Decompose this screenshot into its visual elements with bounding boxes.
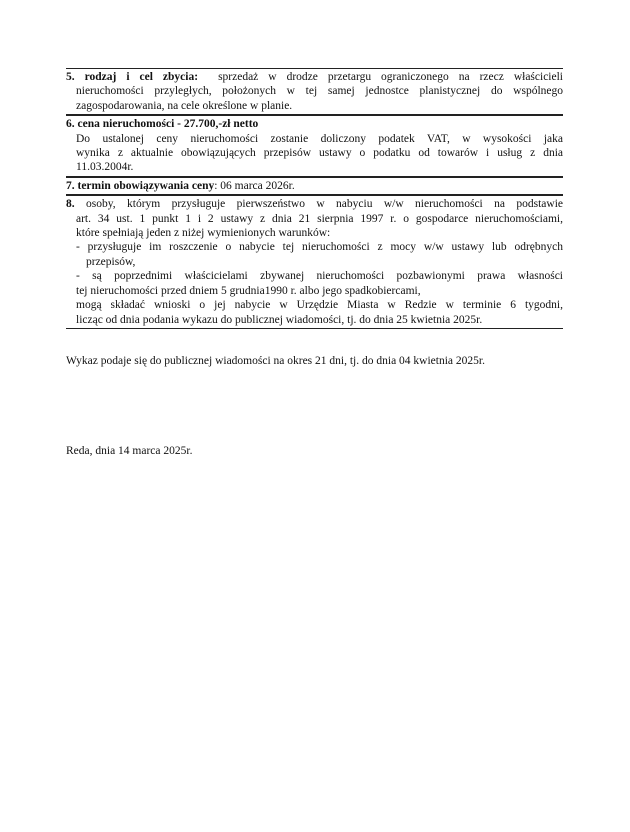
publication-notice: Wykaz podaje się do publicznej wiadomości na okres 21 dni, tj. do dnia 04 kwietnia 2025r. — [66, 355, 485, 367]
section-sale-type-text-2: nieruchomości przyległych, położonych w tej samej jednostce planistycznej do wspólnego — [76, 85, 563, 98]
section-priority-rights-header — [66, 197, 563, 211]
section-price-validity-header — [66, 179, 563, 193]
section-priority-rights-text-8: mogą składać wnioski o jej nabycie w Urzędzie Miasta w Redzie w terminie 6 tygodni, — [76, 299, 563, 312]
section-price-validity-date: : 06 marca 2026r. — [214, 179, 295, 192]
section-price-validity — [66, 176, 563, 194]
section-priority-rights-text-1: osoby, którym przysługuje pierwszeństwo w nabyciu w/w nieruchomości na podstawie — [86, 198, 563, 211]
section-priority-rights-text-3: które spełniają jeden z niżej wymienionych warunków: — [76, 227, 331, 240]
section-priority-rights-label: 8. — [66, 198, 75, 211]
section-price — [66, 114, 563, 176]
place-and-date: Reda, dnia 14 marca 2025r. — [66, 445, 193, 457]
section-sale-type-text-3: zagospodarowania, na cele określone w planie. — [76, 99, 293, 112]
section-priority-rights-text-6: - są poprzednimi właścicielami zbywanej nieruchomości pozbawionymi prawa własności — [76, 270, 563, 283]
section-sale-type — [66, 68, 563, 114]
section-sale-type-label: 5. rodzaj i cel zbycia: — [66, 71, 199, 83]
property-listing-table — [66, 68, 563, 329]
section-priority-rights-text-5: przepisów, — [86, 255, 136, 268]
section-price-validity-label: 7. termin obowiązywania ceny — [66, 179, 215, 192]
table-bottom-rule — [66, 328, 563, 329]
section-price-text-1: Do ustalonej ceny nieruchomości zostanie doliczony podatek VAT, w wysokości jaka — [76, 132, 563, 145]
section-priority-rights-text-7: tej nieruchomości przed dniem 5 grudnia1990 r. albo jego spadkobiercami, — [76, 284, 421, 297]
section-price-text-2: wynika z aktualnie obowiązujących przepisów ustawy o podatku od towarów i usług z dnia — [76, 147, 563, 160]
section-priority-rights-text-4: - przysługuje im roszczenie o nabycie tej nieruchomości z mocy w/w ustawy lub odrębnych — [76, 241, 563, 254]
section-price-text-3: 11.03.2004r. — [76, 161, 134, 174]
section-priority-rights — [66, 194, 563, 328]
section-sale-type-text-1: sprzedaż w drodze przetargu ograniczonego na rzecz właścicieli — [218, 71, 564, 83]
section-price-header: 6. cena nieruchomości - 27.700,-zł netto — [66, 118, 259, 131]
section-sale-type-header — [66, 70, 563, 84]
section-priority-rights-text-9: licząc od dnia podania wykazu do publicznej wiadomości, tj. do dnia 25 kwietnia 2025r. — [76, 313, 483, 326]
section-priority-rights-text-2: art. 34 ust. 1 punkt 1 i 2 ustawy z dnia 21 sierpnia 1997 r. o gospodarce nieruchomościami, — [76, 212, 563, 225]
